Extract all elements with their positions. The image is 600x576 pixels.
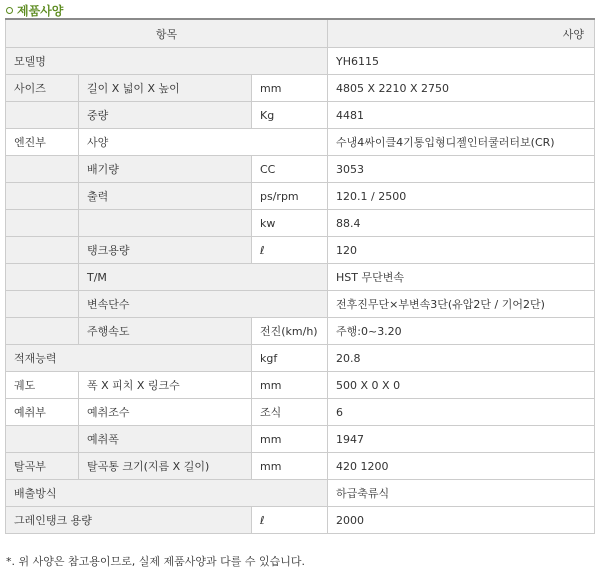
row-label: 배출방식	[6, 480, 328, 507]
row-value: 120.1 / 2500	[328, 183, 595, 210]
table-row	[6, 129, 595, 156]
row-unit: mm	[252, 372, 328, 399]
row-group-empty	[6, 426, 79, 453]
footnote: *. 위 사양은 참고용이므로, 실제 제품사양과 다를 수 있습니다.	[6, 555, 305, 568]
row-label: 예취폭	[79, 426, 252, 453]
row-value: 4805 X 2210 X 2750	[328, 75, 595, 102]
row-label: 배기량	[79, 156, 252, 183]
row-group: 사이즈	[6, 75, 79, 102]
row-label: T/M	[79, 264, 328, 291]
table-row	[6, 507, 595, 534]
row-value: 120	[328, 237, 595, 264]
row-unit: kw	[252, 210, 328, 237]
row-unit: ℓ	[252, 507, 328, 534]
row-label: 탈곡통 크기(지름 X 길이)	[79, 453, 252, 480]
row-unit: kgf	[252, 345, 328, 372]
table-row	[6, 453, 595, 480]
section-title: 제품사양	[17, 3, 64, 18]
table-row	[6, 291, 595, 318]
row-label: 변속단수	[79, 291, 328, 318]
row-value: 2000	[328, 507, 595, 534]
table-row	[6, 75, 595, 102]
table-row	[6, 237, 595, 264]
row-unit: 전진(km/h)	[252, 318, 328, 345]
row-label-empty	[79, 210, 252, 237]
row-label: 폭 X 피치 X 링크수	[79, 372, 252, 399]
table-header-row	[6, 19, 595, 48]
row-group-empty	[6, 102, 79, 129]
row-value: 하급축류식	[328, 480, 595, 507]
row-group: 엔진부	[6, 129, 79, 156]
row-group-empty	[6, 264, 79, 291]
table-row	[6, 183, 595, 210]
row-label: 적재능력	[6, 345, 252, 372]
row-label: 모델명	[6, 48, 328, 75]
header-item: 항목	[6, 19, 328, 48]
row-unit: mm	[252, 453, 328, 480]
row-group-empty	[6, 291, 79, 318]
row-value: 1947	[328, 426, 595, 453]
row-label: 그레인탱크 용량	[6, 507, 252, 534]
row-group-empty	[6, 318, 79, 345]
row-value: 420 1200	[328, 453, 595, 480]
row-value: 전후진무단×부변속3단(유압2단 / 기어2단)	[328, 291, 595, 318]
row-unit: ps/rpm	[252, 183, 328, 210]
row-unit: Kg	[252, 102, 328, 129]
row-unit: CC	[252, 156, 328, 183]
table-row	[6, 480, 595, 507]
row-value: 6	[328, 399, 595, 426]
row-value: YH6115	[328, 48, 595, 75]
row-label: 출력	[79, 183, 252, 210]
table-row	[6, 318, 595, 345]
row-value: 500 X 0 X 0	[328, 372, 595, 399]
header-spec: 사양	[328, 19, 595, 48]
row-label: 사양	[79, 129, 328, 156]
row-group-empty	[6, 237, 79, 264]
table-row	[6, 372, 595, 399]
row-group: 궤도	[6, 372, 79, 399]
row-unit: mm	[252, 75, 328, 102]
table-row	[6, 426, 595, 453]
row-label: 예취조수	[79, 399, 252, 426]
table-row	[6, 399, 595, 426]
row-group-empty	[6, 156, 79, 183]
section-heading	[6, 2, 63, 18]
row-value: HST 무단변속	[328, 264, 595, 291]
row-label: 탱크용량	[79, 237, 252, 264]
table-row	[6, 156, 595, 183]
row-unit: 조식	[252, 399, 328, 426]
row-label: 주행속도	[79, 318, 252, 345]
table-row	[6, 48, 595, 75]
table-row	[6, 345, 595, 372]
row-group: 탈곡부	[6, 453, 79, 480]
row-value: 4481	[328, 102, 595, 129]
spec-table	[5, 18, 595, 534]
circle-bullet-icon	[6, 7, 13, 14]
row-value: 주행:0~3.20	[328, 318, 595, 345]
row-group: 예취부	[6, 399, 79, 426]
row-group-empty	[6, 183, 79, 210]
row-value: 수냉4싸이클4기통입형디젤인터쿨러터보(CR)	[328, 129, 595, 156]
row-value: 88.4	[328, 210, 595, 237]
row-value: 3053	[328, 156, 595, 183]
row-label: 중량	[79, 102, 252, 129]
row-group-empty	[6, 210, 79, 237]
table-row	[6, 210, 595, 237]
row-label: 길이 X 넓이 X 높이	[79, 75, 252, 102]
row-unit: mm	[252, 426, 328, 453]
row-value: 20.8	[328, 345, 595, 372]
row-unit: ℓ	[252, 237, 328, 264]
table-row	[6, 264, 595, 291]
table-row	[6, 102, 595, 129]
